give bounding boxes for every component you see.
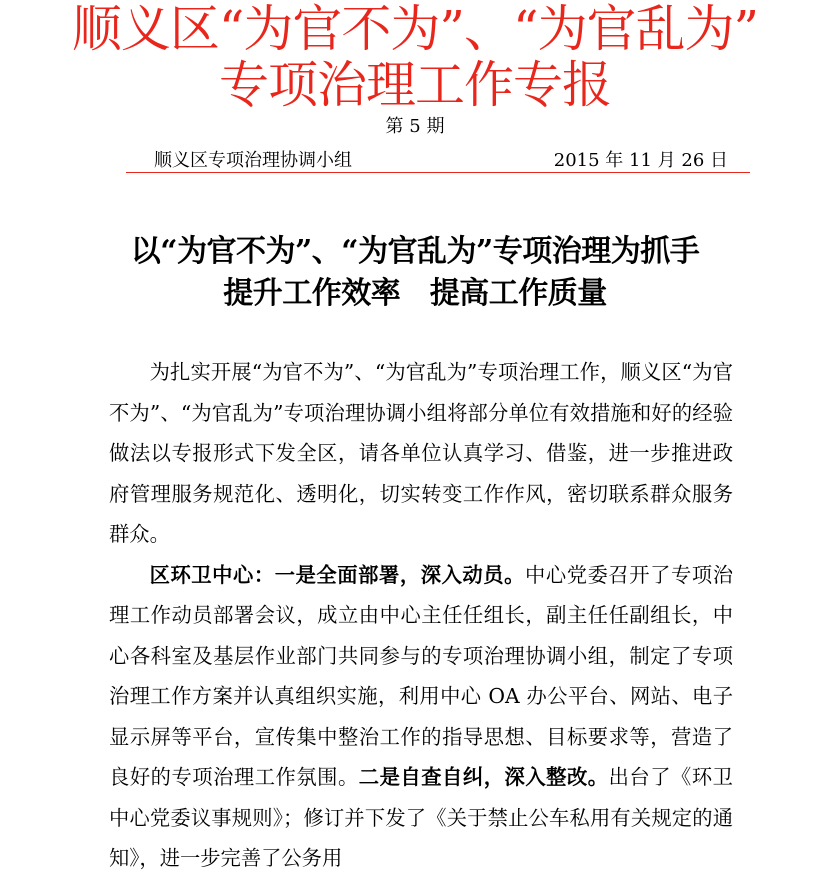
publication-meta — [126, 150, 750, 174]
article-headline-line-2: 提升工作效率 提高工作质量 — [223, 276, 607, 311]
intro-paragraph: 为扎实开展“为官不为”、“为官乱为”专项治理工作，顺义区“为官不为”、“为官乱为”专项治理协调小组将部分单位有效措施和好的经验做法以专报形式下发全区，请各单位认真学习、借鉴，进一步推进政府管理服务规范化、透明化，切实转变工作作风，密切联系群众服务群众。 — [109, 360, 733, 546]
section-subheading: 二是自查自纠，深入整改。 — [358, 765, 609, 789]
article-body — [109, 352, 733, 879]
issue-number: 第 5 期 — [385, 116, 445, 137]
article-headline-line-1: 以“为官不为”、“为官乱为”专项治理为抓手 — [130, 234, 700, 269]
issuing-organization: 顺义区专项治理协调小组 — [154, 150, 352, 171]
section-heading: 区环卫中心：一是全面部署，深入动员。 — [149, 562, 525, 587]
section-paragraph — [109, 555, 733, 879]
section-text-continued: 出台了《环卫中心党委议事规则》；修订并下发了《关于禁止公车私用有关规定的通知》，进一步完善了公务用 — [109, 765, 733, 870]
section-text: 中心党委召开了专项治理工作动员部署会议，成立由中心主任任组长，副主任任副组长，中心各科室及基层作业部门共同参与的专项治理协调小组，制定了专项治理工作方案并认真组织实施，利用中心 OA 办公平台、网站、电子显示屏等平台，宣传集中整治工作的指导思想、目标要求等，营造了良好的专项治理工作氛围。 — [109, 562, 733, 789]
issue-date: 2015 年 11 月 26 日 — [553, 150, 728, 171]
masthead-line-1: 顺义区“为官不为”、“为官乱为” — [71, 0, 759, 58]
masthead-line-2: 专项治理工作专报 — [219, 56, 611, 114]
masthead-divider — [126, 172, 750, 173]
